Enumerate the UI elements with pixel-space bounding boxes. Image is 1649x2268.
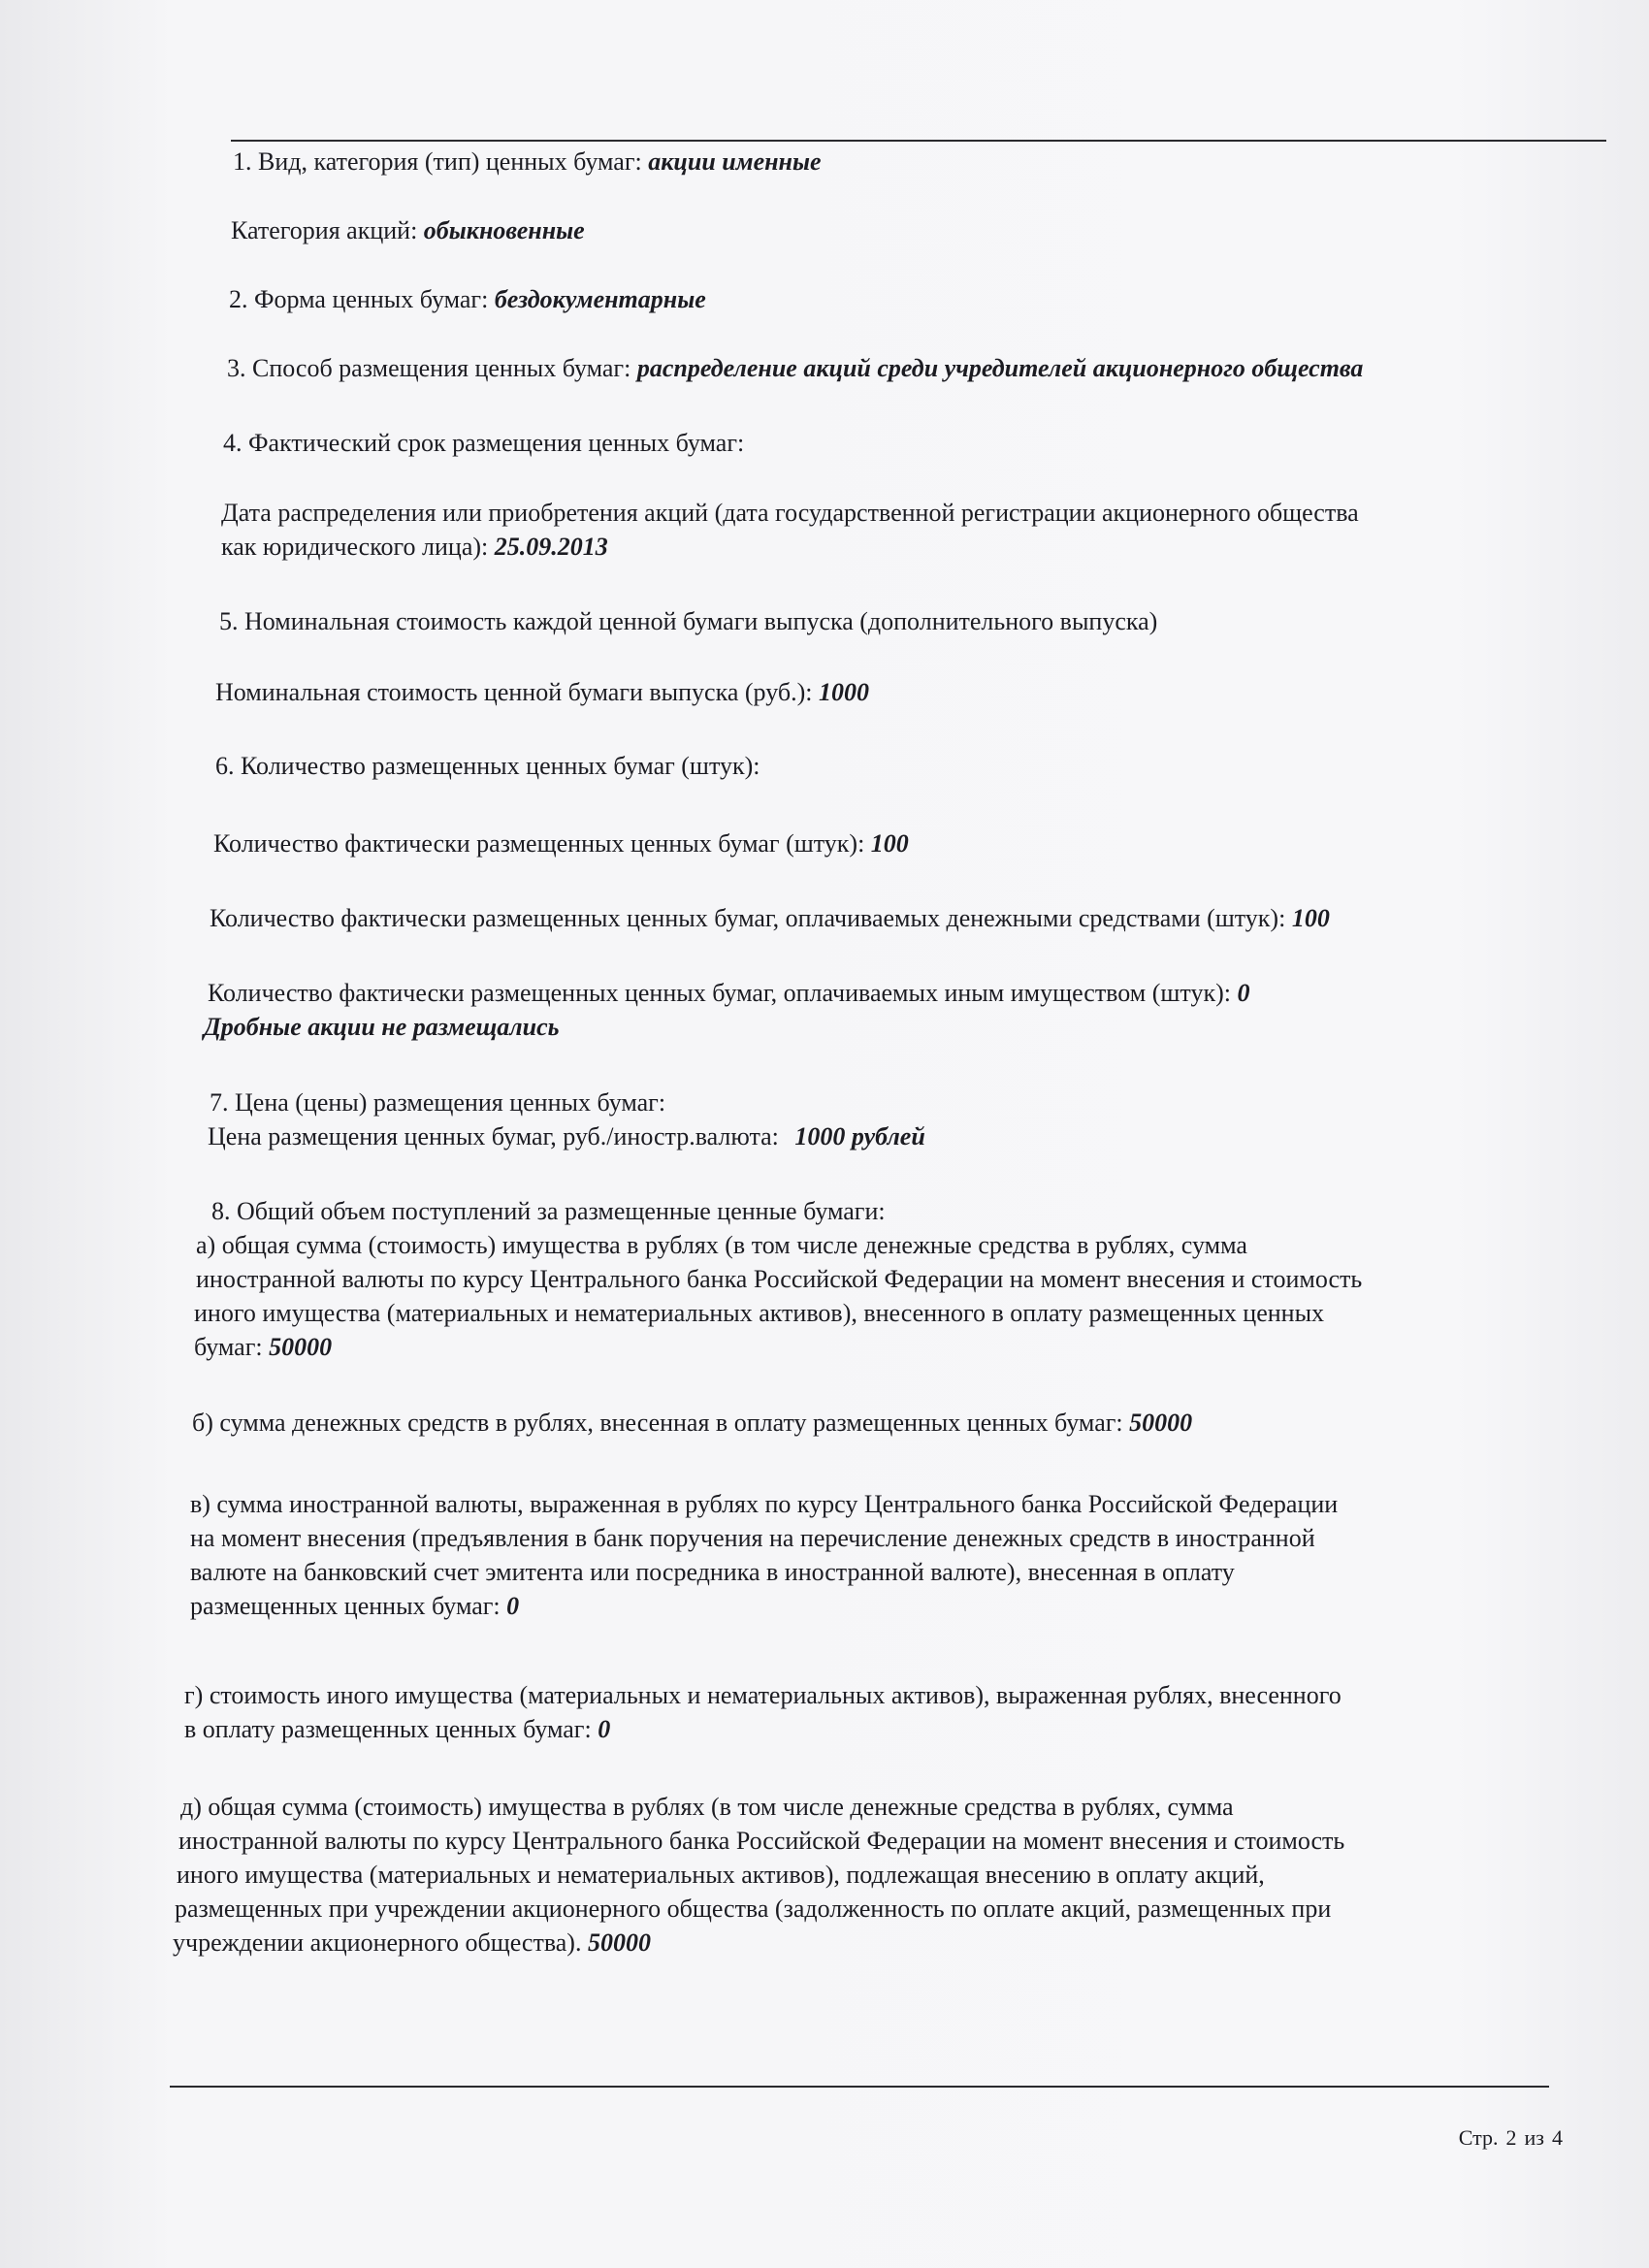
item-8d-line3: иного имущества (материальных и нематериальных активов), подлежащая внесению в оплату акций, bbox=[177, 1861, 1265, 1889]
item-8g-value: 0 bbox=[598, 1715, 611, 1743]
item-1-category-value: обыкновенные bbox=[423, 216, 585, 244]
item-8a-value: 50000 bbox=[269, 1333, 333, 1361]
item-8b-value: 50000 bbox=[1129, 1409, 1193, 1437]
item-4-text-line1: Дата распределения или приобретения акций (дата государственной регистрации акционерного общества bbox=[221, 499, 1359, 527]
page-total: 4 bbox=[1552, 2125, 1563, 2150]
item-8v-value: 0 bbox=[506, 1592, 520, 1620]
page-separator: из bbox=[1524, 2125, 1544, 2150]
item-7-price-value: 1000 рублей bbox=[794, 1122, 925, 1150]
item-5-nominal-label: Номинальная стоимость ценной бумаги выпуска (руб.): bbox=[215, 678, 813, 706]
item-3-label: 3. Способ размещения ценных бумаг: bbox=[227, 354, 631, 382]
item-5-nominal bbox=[215, 676, 869, 709]
item-5-heading: 5. Номинальная стоимость каждой ценной бумаги выпуска (дополнительного выпуска) bbox=[219, 607, 1158, 635]
item-4-heading: 4. Фактический срок размещения ценных бумаг: bbox=[223, 429, 745, 457]
item-8g-line2 bbox=[184, 1713, 610, 1746]
item-7-heading: 7. Цена (цены) размещения ценных бумаг: bbox=[210, 1088, 666, 1117]
item-8v-line4 bbox=[190, 1590, 519, 1623]
item-6-qty-total-label: Количество фактически размещенных ценных бумаг (штук): bbox=[213, 829, 865, 858]
page-prefix: Стр. bbox=[1458, 2125, 1499, 2150]
item-8g-label: в оплату размещенных ценных бумаг: bbox=[184, 1715, 592, 1743]
item-6-qty-cash bbox=[210, 902, 1330, 935]
item-8d-line2: иностранной валюты по курсу Центрального банка Российской Федерации на момент внесения и стоимость bbox=[178, 1827, 1345, 1855]
item-1 bbox=[233, 146, 822, 178]
item-8a-label: бумаг: bbox=[194, 1333, 263, 1361]
item-8a-line1: а) общая сумма (стоимость) имущества в рублях (в том числе денежные средства в рублях, сумма bbox=[196, 1231, 1247, 1259]
item-4-text-line2 bbox=[221, 531, 608, 564]
item-8v-line3: валюте на банковский счет эмитента или посредника в иностранной валюте), внесенная в оплату bbox=[190, 1558, 1235, 1586]
item-6-qty-total-value: 100 bbox=[870, 829, 909, 858]
item-8d-value: 50000 bbox=[587, 1928, 651, 1957]
item-6-heading: 6. Количество размещенных ценных бумаг (штук): bbox=[215, 752, 760, 780]
item-1-category bbox=[231, 214, 585, 247]
item-8d-line5 bbox=[173, 1927, 651, 1960]
item-5-nominal-value: 1000 bbox=[818, 678, 869, 706]
item-8g-line1: г) стоимость иного имущества (материальных и нематериальных активов), выраженная рублях, внесенного bbox=[184, 1681, 1342, 1709]
item-6-qty-property-value: 0 bbox=[1237, 979, 1250, 1007]
item-7-price-label: Цена размещения ценных бумаг, руб./иностр.валюта: bbox=[208, 1122, 779, 1150]
item-1-category-label: Категория акций: bbox=[231, 216, 418, 244]
item-8d-line4: размещенных при учреждении акционерного общества (задолженность по оплате акций, размещенных при bbox=[175, 1895, 1332, 1923]
item-8a-line4 bbox=[194, 1331, 332, 1364]
item-8b-label: б) сумма денежных средств в рублях, внесенная в оплату размещенных ценных бумаг: bbox=[192, 1409, 1123, 1437]
item-8v-line1: в) сумма иностранной валюты, выраженная в рублях по курсу Центрального банка Российской Федерации bbox=[190, 1490, 1339, 1518]
item-4-date-value: 25.09.2013 bbox=[494, 533, 608, 561]
item-8v-label: размещенных ценных бумаг: bbox=[190, 1592, 501, 1620]
item-2-value: бездокументарные bbox=[494, 285, 706, 313]
item-8d-label: учреждении акционерного общества). bbox=[173, 1928, 582, 1957]
item-6-note: Дробные акции не размещались bbox=[204, 1013, 560, 1041]
item-6-qty-total bbox=[213, 827, 909, 860]
item-8a-line2: иностранной валюты по курсу Центрального банка Российской Федерации на момент внесения и стоимость bbox=[196, 1265, 1363, 1293]
item-8d-line1: д) общая сумма (стоимость) имущества в рублях (в том числе денежные средства в рублях, сумма bbox=[180, 1793, 1234, 1821]
footer-rule bbox=[170, 2086, 1549, 2088]
item-7-price bbox=[208, 1120, 925, 1153]
page-footer bbox=[1455, 2124, 1567, 2152]
item-6-qty-cash-label: Количество фактически размещенных ценных бумаг, оплачиваемых денежными средствами (штук): bbox=[210, 904, 1286, 932]
item-6-qty-cash-value: 100 bbox=[1291, 904, 1330, 932]
item-8-heading: 8. Общий объем поступлений за размещенные ценные бумаги: bbox=[211, 1197, 886, 1225]
item-6-qty-property bbox=[208, 977, 1249, 1010]
item-8a-line3: иного имущества (материальных и нематериальных активов), внесенного в оплату размещенных ценных bbox=[194, 1299, 1325, 1327]
item-2 bbox=[229, 283, 706, 316]
item-4-date-label: как юридического лица): bbox=[221, 533, 489, 561]
item-3-value: распределение акций среди учредителей акционерного общества bbox=[636, 354, 1364, 382]
item-8b bbox=[192, 1407, 1192, 1440]
item-8v-line2: на момент внесения (предъявления в банк поручения на перечисление денежных средств в иностранной bbox=[190, 1524, 1315, 1552]
item-3 bbox=[227, 352, 1363, 385]
item-6-qty-property-label: Количество фактически размещенных ценных бумаг, оплачиваемых иным имуществом (штук): bbox=[208, 979, 1231, 1007]
item-1-value: акции именные bbox=[648, 147, 822, 176]
page-number: 2 bbox=[1505, 2125, 1517, 2150]
item-1-label: 1. Вид, категория (тип) ценных бумаг: bbox=[233, 147, 642, 176]
item-2-label: 2. Форма ценных бумаг: bbox=[229, 285, 489, 313]
